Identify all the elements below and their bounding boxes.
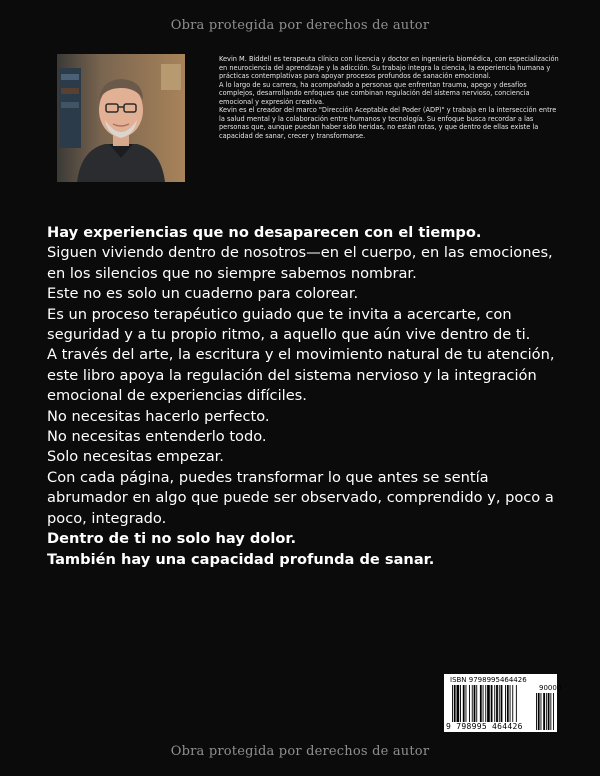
isbn-barcode bbox=[444, 674, 562, 732]
body-paragraph: No necesitas entenderlo todo. bbox=[47, 428, 267, 446]
price-code: 90000 bbox=[539, 684, 562, 692]
closing-line: También hay una capacidad profunda de sanar. bbox=[47, 550, 435, 568]
author-bio bbox=[219, 55, 559, 140]
body-paragraph: Siguen viviendo dentro de nosotros—en el cuerpo, en las emociones, en los silencios que no siempre sabemos nombrar. bbox=[47, 244, 553, 282]
isbn-digits: 9 798995 464426 bbox=[446, 722, 523, 731]
author-bio-paragraph: Kevin es el creador del marco "Dirección Aceptable del Poder (ADP)" y trabaja en la intersección entre la salud mental y la colaboración entre humanos y tecnología. Su enfoque busca recordar a las personas que, aunque puedan haber sido heridas, no están rotas, y que dentro de ellas existe la capacidad de sanar, crecer y transformarse. bbox=[219, 106, 557, 140]
body-paragraph: Es un proceso terapéutico guiado que te invita a acercarte, con seguridad y a tu propio ritmo, a aquello que aún vive dentro de ti. bbox=[47, 305, 531, 344]
body-paragraph: Con cada página, puedes transformar lo que antes se sentía abrumador en algo que puede ser observado, comprendido y, poco a poco, integrado. bbox=[47, 468, 554, 527]
author-photo bbox=[57, 54, 185, 182]
body-paragraph: A través del arte, la escritura y el movimiento natural de tu atención, este libro apoya la regulación del sistema nervioso y la integración emocional de experiencias difíciles. bbox=[47, 346, 555, 405]
body-paragraph: Este no es solo un cuaderno para colorear. bbox=[47, 285, 359, 303]
body-paragraph: No necesitas hacerlo perfecto. bbox=[47, 407, 270, 425]
watermark-top: Obra protegida por derechos de autor bbox=[170, 18, 430, 33]
isbn-label: ISBN 9798995464426 bbox=[450, 676, 527, 684]
body-paragraph: Solo necesitas empezar. bbox=[47, 448, 224, 466]
watermark-bottom: Obra protegida por derechos de autor bbox=[170, 744, 430, 759]
back-cover-text bbox=[47, 223, 567, 570]
author-bio-paragraph: A lo largo de su carrera, ha acompañado a personas que enfrentan trauma, apego y desafíos complejos, desarrollando enfoques que combinan regulación del sistema nervioso, conciencia emocional y expresión creativa. bbox=[219, 80, 530, 106]
author-bio-paragraph: Kevin M. Biddell es terapeuta clínico con licencia y doctor en ingeniería biomédica, con especialización en neurociencia del aprendizaje y la adicción. Su trabajo integra la ciencia, la experiencia humana y prácticas contemplativas para apoyar procesos profundos de sanación emocional. bbox=[219, 55, 559, 80]
closing-line: Dentro de ti no solo hay dolor. bbox=[47, 530, 297, 548]
lead-line: Hay experiencias que no desaparecen con el tiempo. bbox=[47, 224, 482, 241]
